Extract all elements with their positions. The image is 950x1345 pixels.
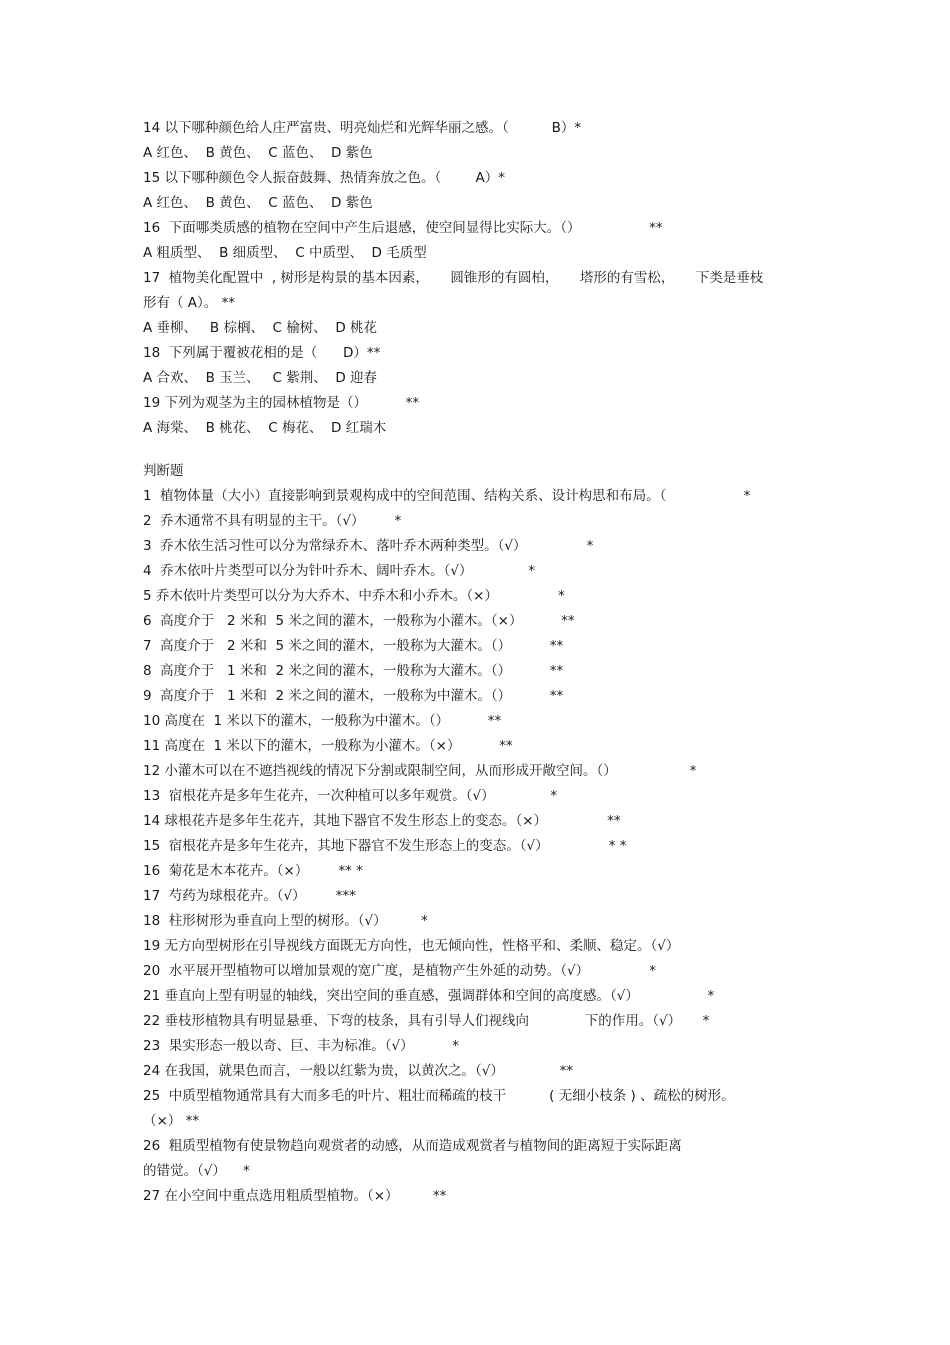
tf-line: 6 高度介于 2 米和 5 米之间的灌木，一般称为小灌木。（×） ** xyxy=(143,613,575,629)
tf-line: 25 中质型植物通常具有大而多毛的叶片、粗壮而稀疏的枝干 ( 无细小枝条 ) 、疏松的树形。 xyxy=(143,1088,735,1104)
tf-line: 7 高度介于 2 米和 5 米之间的灌木，一般称为大灌木。（） ** xyxy=(143,638,564,654)
tf-line: 8 高度介于 1 米和 2 米之间的灌木，一般称为大灌木。（） ** xyxy=(143,663,564,679)
tf-line: 15 宿根花卉是多年生花卉，其地下器官不发生形态上的变态。（√） * * xyxy=(143,838,627,854)
tf-line: 11 高度在 1 米以下的灌木，一般称为小灌木。（×） ** xyxy=(143,738,513,754)
mc-line: 15 以下哪种颜色令人振奋鼓舞、热情奔放之色。（ A）* xyxy=(143,170,506,186)
tf-line: 26 粗质型植物有使景物趋向观赏者的动感，从而造成观赏者与植物间的距离短于实际距离 xyxy=(143,1138,682,1154)
tf-line: 12 小灌木可以在不遮挡视线的情况下分割或限制空间，从而形成开敞空间。（） * xyxy=(143,763,697,779)
mc-line: 16 下面哪类质感的植物在空间中产生后退感，使空间显得比实际大。（） ** xyxy=(143,220,663,236)
mc-line: 17 植物美化配置中 , 树形是构景的基本因素， 圆锥形的有圆柏， 塔形的有雪松， 下类是垂枝 xyxy=(143,270,764,286)
tf-line: 13 宿根花卉是多年生花卉，一次种植可以多年观赏。（√） * xyxy=(143,788,558,804)
mc-line: A 海棠、 B 桃花、 C 梅花、 D 红瑞木 xyxy=(143,420,387,436)
section-heading: 判断题 xyxy=(143,463,184,479)
tf-line: 21 垂直向上型有明显的轴线，突出空间的垂直感，强调群体和空间的高度感。（√） * xyxy=(143,988,715,1004)
mc-line: 14 以下哪种颜色给人庄严富贵、明亮灿烂和光辉华丽之感。（ B）* xyxy=(143,120,582,136)
tf-line: 9 高度介于 1 米和 2 米之间的灌木，一般称为中灌木。（） ** xyxy=(143,688,564,704)
tf-line: 14 球根花卉是多年生花卉，其地下器官不发生形态上的变态。（×） ** xyxy=(143,813,621,829)
tf-line: 1 植物体量（大小）直接影响到景观构成中的空间范围、结构关系、设计构思和布局。（ * xyxy=(143,488,751,504)
mc-line: 19 下列为观茎为主的园林植物是（） ** xyxy=(143,395,420,411)
tf-line: 23 果实形态一般以奇、巨、丰为标准。（√） * xyxy=(143,1038,459,1054)
mc-line: A 粗质型、 B 细质型、 C 中质型、 D 毛质型 xyxy=(143,245,427,261)
document-body xyxy=(143,116,813,1209)
section-gap xyxy=(143,441,813,459)
mc-line: 18 下列属于覆被花相的是（ D）** xyxy=(143,345,381,361)
tf-line: 17 芍药为球根花卉。（√） *** xyxy=(143,888,356,904)
tf-line: 16 菊花是木本花卉。（×） ** * xyxy=(143,863,363,879)
tf-line: （×） ** xyxy=(143,1113,200,1129)
tf-line: 3 乔木依生活习性可以分为常绿乔木、落叶乔木两种类型。（√） * xyxy=(143,538,594,554)
tf-line: 18 柱形树形为垂直向上型的树形。（√） * xyxy=(143,913,428,929)
tf-line: 19 无方向型树形在引导视线方面既无方向性，也无倾向性，性格平和、柔顺、稳定。（√） xyxy=(143,938,680,954)
tf-line: 22 垂枝形植物具有明显悬垂、下弯的枝条，具有引导人们视线向 下的作用。（√） * xyxy=(143,1013,710,1029)
tf-line: 2 乔木通常不具有明显的主干。（√） * xyxy=(143,513,402,529)
tf-line: 27 在小空间中重点选用粗质型植物。（×） ** xyxy=(143,1188,447,1204)
mc-line: A 红色、 B 黄色、 C 蓝色、 D 紫色 xyxy=(143,145,373,161)
tf-line: 4 乔木依叶片类型可以分为针叶乔木、阔叶乔木。（√） * xyxy=(143,563,536,579)
mc-line: A 垂柳、 B 棕榈、 C 榆树、 D 桃花 xyxy=(143,320,378,336)
mc-line: 形有（ A）。 ** xyxy=(143,295,236,311)
mc-line: A 合欢、 B 玉兰、 C 紫荆、 D 迎春 xyxy=(143,370,378,386)
tf-line: 24 在我国，就果色而言，一般以红紫为贵，以黄次之。（√） ** xyxy=(143,1063,574,1079)
mc-line: A 红色、 B 黄色、 C 蓝色、 D 紫色 xyxy=(143,195,373,211)
tf-line: 20 水平展开型植物可以增加景观的宽广度，是植物产生外延的动势。（√） * xyxy=(143,963,656,979)
tf-line: 10 高度在 1 米以下的灌木，一般称为中灌木。（） ** xyxy=(143,713,502,729)
tf-line: 的错觉。（√） * xyxy=(143,1163,250,1179)
tf-line: 5 乔木依叶片类型可以分为大乔木、中乔木和小乔木。（×） * xyxy=(143,588,565,604)
